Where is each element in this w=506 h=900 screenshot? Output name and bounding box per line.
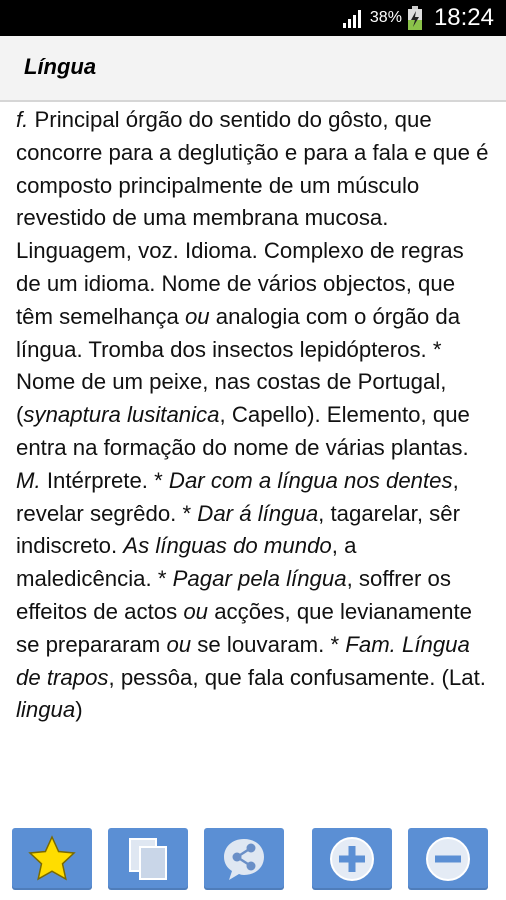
italic-text: ou xyxy=(184,303,210,329)
text-run: , revelar segrêdo. * xyxy=(16,467,459,526)
title-bar xyxy=(0,36,506,102)
text-run: , pessôa, que fala confusamente. (Lat. xyxy=(108,664,486,690)
zoom-in-button[interactable] xyxy=(312,828,392,890)
text-run: , soffrer os effeitos de actos xyxy=(16,566,451,624)
italic-text: ou xyxy=(166,631,192,657)
plus-circle-icon xyxy=(326,833,378,885)
status-icons xyxy=(342,0,494,36)
text-run: ) xyxy=(75,697,83,723)
clock: 18:24 xyxy=(433,4,494,31)
bottom-toolbar xyxy=(0,820,506,900)
favorite-button[interactable] xyxy=(12,828,92,890)
italic-text: M. xyxy=(16,467,41,493)
text-run: , a maledicência. * xyxy=(16,533,357,592)
minus-circle-icon xyxy=(422,833,474,885)
share-icon xyxy=(218,833,270,885)
status-bar xyxy=(0,0,506,36)
text-run: Principal órgão do sentido do gôsto, que concorre para a deglutição e para a fala e que é composto principalmente de um músculo revestido de uma membrana mucosa. Linguagem, voz. Idioma. Complexo de regras de um idioma. Nome de vários objectos, que têm semelhança xyxy=(16,107,489,329)
share-button[interactable] xyxy=(204,828,284,890)
italic-text: Pagar pela língua xyxy=(172,566,347,592)
page-title: Língua xyxy=(24,54,97,79)
text-run: , tagarelar, sêr indiscreto. xyxy=(16,500,460,559)
zoom-out-button[interactable] xyxy=(408,828,488,890)
definition-paragraph xyxy=(16,104,494,727)
italic-text: Dar á língua xyxy=(197,500,319,526)
italic-text: f. xyxy=(16,107,29,132)
italic-text: As línguas do mundo xyxy=(123,533,332,559)
text-run: Intérprete. * xyxy=(40,467,169,493)
definition-text xyxy=(16,104,494,784)
italic-text: ou xyxy=(183,598,209,624)
italic-text: lingua xyxy=(16,697,76,723)
copy-button[interactable] xyxy=(108,828,188,890)
signal-icon xyxy=(342,7,364,29)
italic-text: synaptura lusitanica xyxy=(23,402,220,428)
text-run: analogia com o órgão da língua. Tromba dos insectos lepidópteros. * Nome de um peixe, nas costas de Portugal, ( xyxy=(16,303,461,428)
text-run: , Capello). Elemento, que entra na formação do nome de várias plantas. xyxy=(16,402,470,460)
italic-text: Dar com a língua nos dentes xyxy=(168,467,453,493)
copy-icon xyxy=(122,833,174,885)
text-run: se louvaram. * xyxy=(191,631,346,657)
battery-charging-icon xyxy=(408,6,422,30)
star-icon xyxy=(26,833,78,885)
text-run: acções, que levianamente se prepararam xyxy=(16,598,472,657)
italic-text: Fam. Língua de trapos xyxy=(16,631,470,690)
battery-percent: 38% xyxy=(369,9,402,26)
